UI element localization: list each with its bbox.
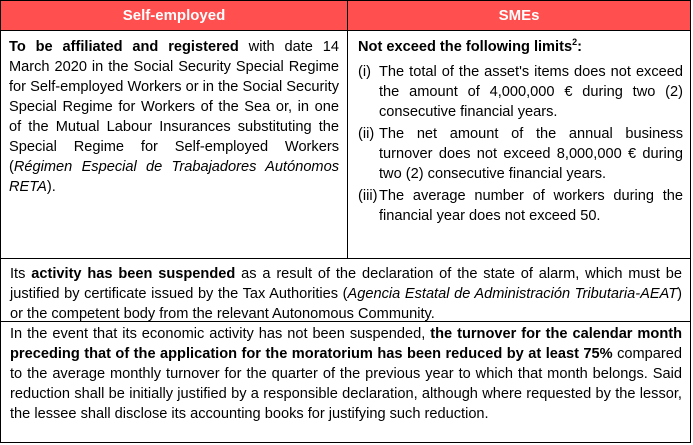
activity-mid: as a result of the declaration of the state of alarm, which must be justified by certificate issued by the Tax Authorities (	[10, 266, 682, 302]
list-item-text: The average number of workers during the financial year does not exceed 50.	[379, 188, 683, 224]
list-item-text: The total of the asset's items does not exceed the amount of 4,000,000 € during two (2) consecutive financial years.	[379, 64, 683, 120]
self-employed-italic: Régimen Especial de Trabajadores Autónomos RETA	[9, 159, 339, 195]
self-employed-text: with date 14 March 2020 in the Social Security Special Regime for Self-employed Workers or in the Social Security Special Regime for Workers of the Sea or, in one of the Mutual Labour Insurances substituting the Special Regime for Self-employed Workers (	[9, 39, 340, 175]
activity-italic: Agencia Estatal de Administración Tributaria-AEAT	[347, 286, 678, 302]
list-item-number: (i)	[358, 64, 371, 80]
header-self-employed: Self-employed	[1, 1, 347, 30]
activity-bold: activity has been suspended	[31, 266, 236, 282]
list-item	[358, 62, 683, 122]
turnover-pre: In the event that its economic activity has not been suspended,	[10, 326, 431, 342]
smes-heading: Not exceed the following limits$^2$:	[358, 37, 582, 55]
turnover-reduction-cell	[10, 324, 682, 424]
turnover-tail: compared to the average monthly turnover for the quarter of the previous year to which that month belongs. Said reduction shall be initially justified by a responsible declaration, although where requested by the lessor, the lessee shall disclose its accounting books for justifying such reduction.	[10, 346, 683, 422]
activity-suspended-cell	[10, 264, 682, 324]
self-employed-cell	[9, 37, 339, 197]
smes-cell	[358, 37, 683, 228]
list-item-text: The net amount of the annual business turnover does not exceed 8,000,000 € during two (2) consecutive financial years.	[379, 126, 683, 182]
header-divider	[1, 30, 690, 31]
list-item-number: (iii)	[358, 188, 378, 204]
activity-tail: ) or the competent body from the relevant Autonomous Community.	[10, 286, 683, 322]
column-divider	[347, 1, 348, 259]
row-divider-1	[1, 258, 690, 259]
list-item	[358, 186, 683, 226]
footnote-marker: 2	[572, 37, 578, 48]
list-item	[358, 124, 683, 184]
header-smes: SMEs	[348, 1, 690, 30]
list-item-number: (ii)	[358, 126, 375, 142]
activity-pre: Its	[10, 266, 32, 282]
self-employed-bold: To be affiliated and registered	[9, 39, 239, 55]
turnover-bold: the turnover for the calendar month preceding that of the application for the moratorium has been reduced by at least 75%	[10, 326, 683, 362]
self-employed-tail: ).	[46, 179, 56, 195]
